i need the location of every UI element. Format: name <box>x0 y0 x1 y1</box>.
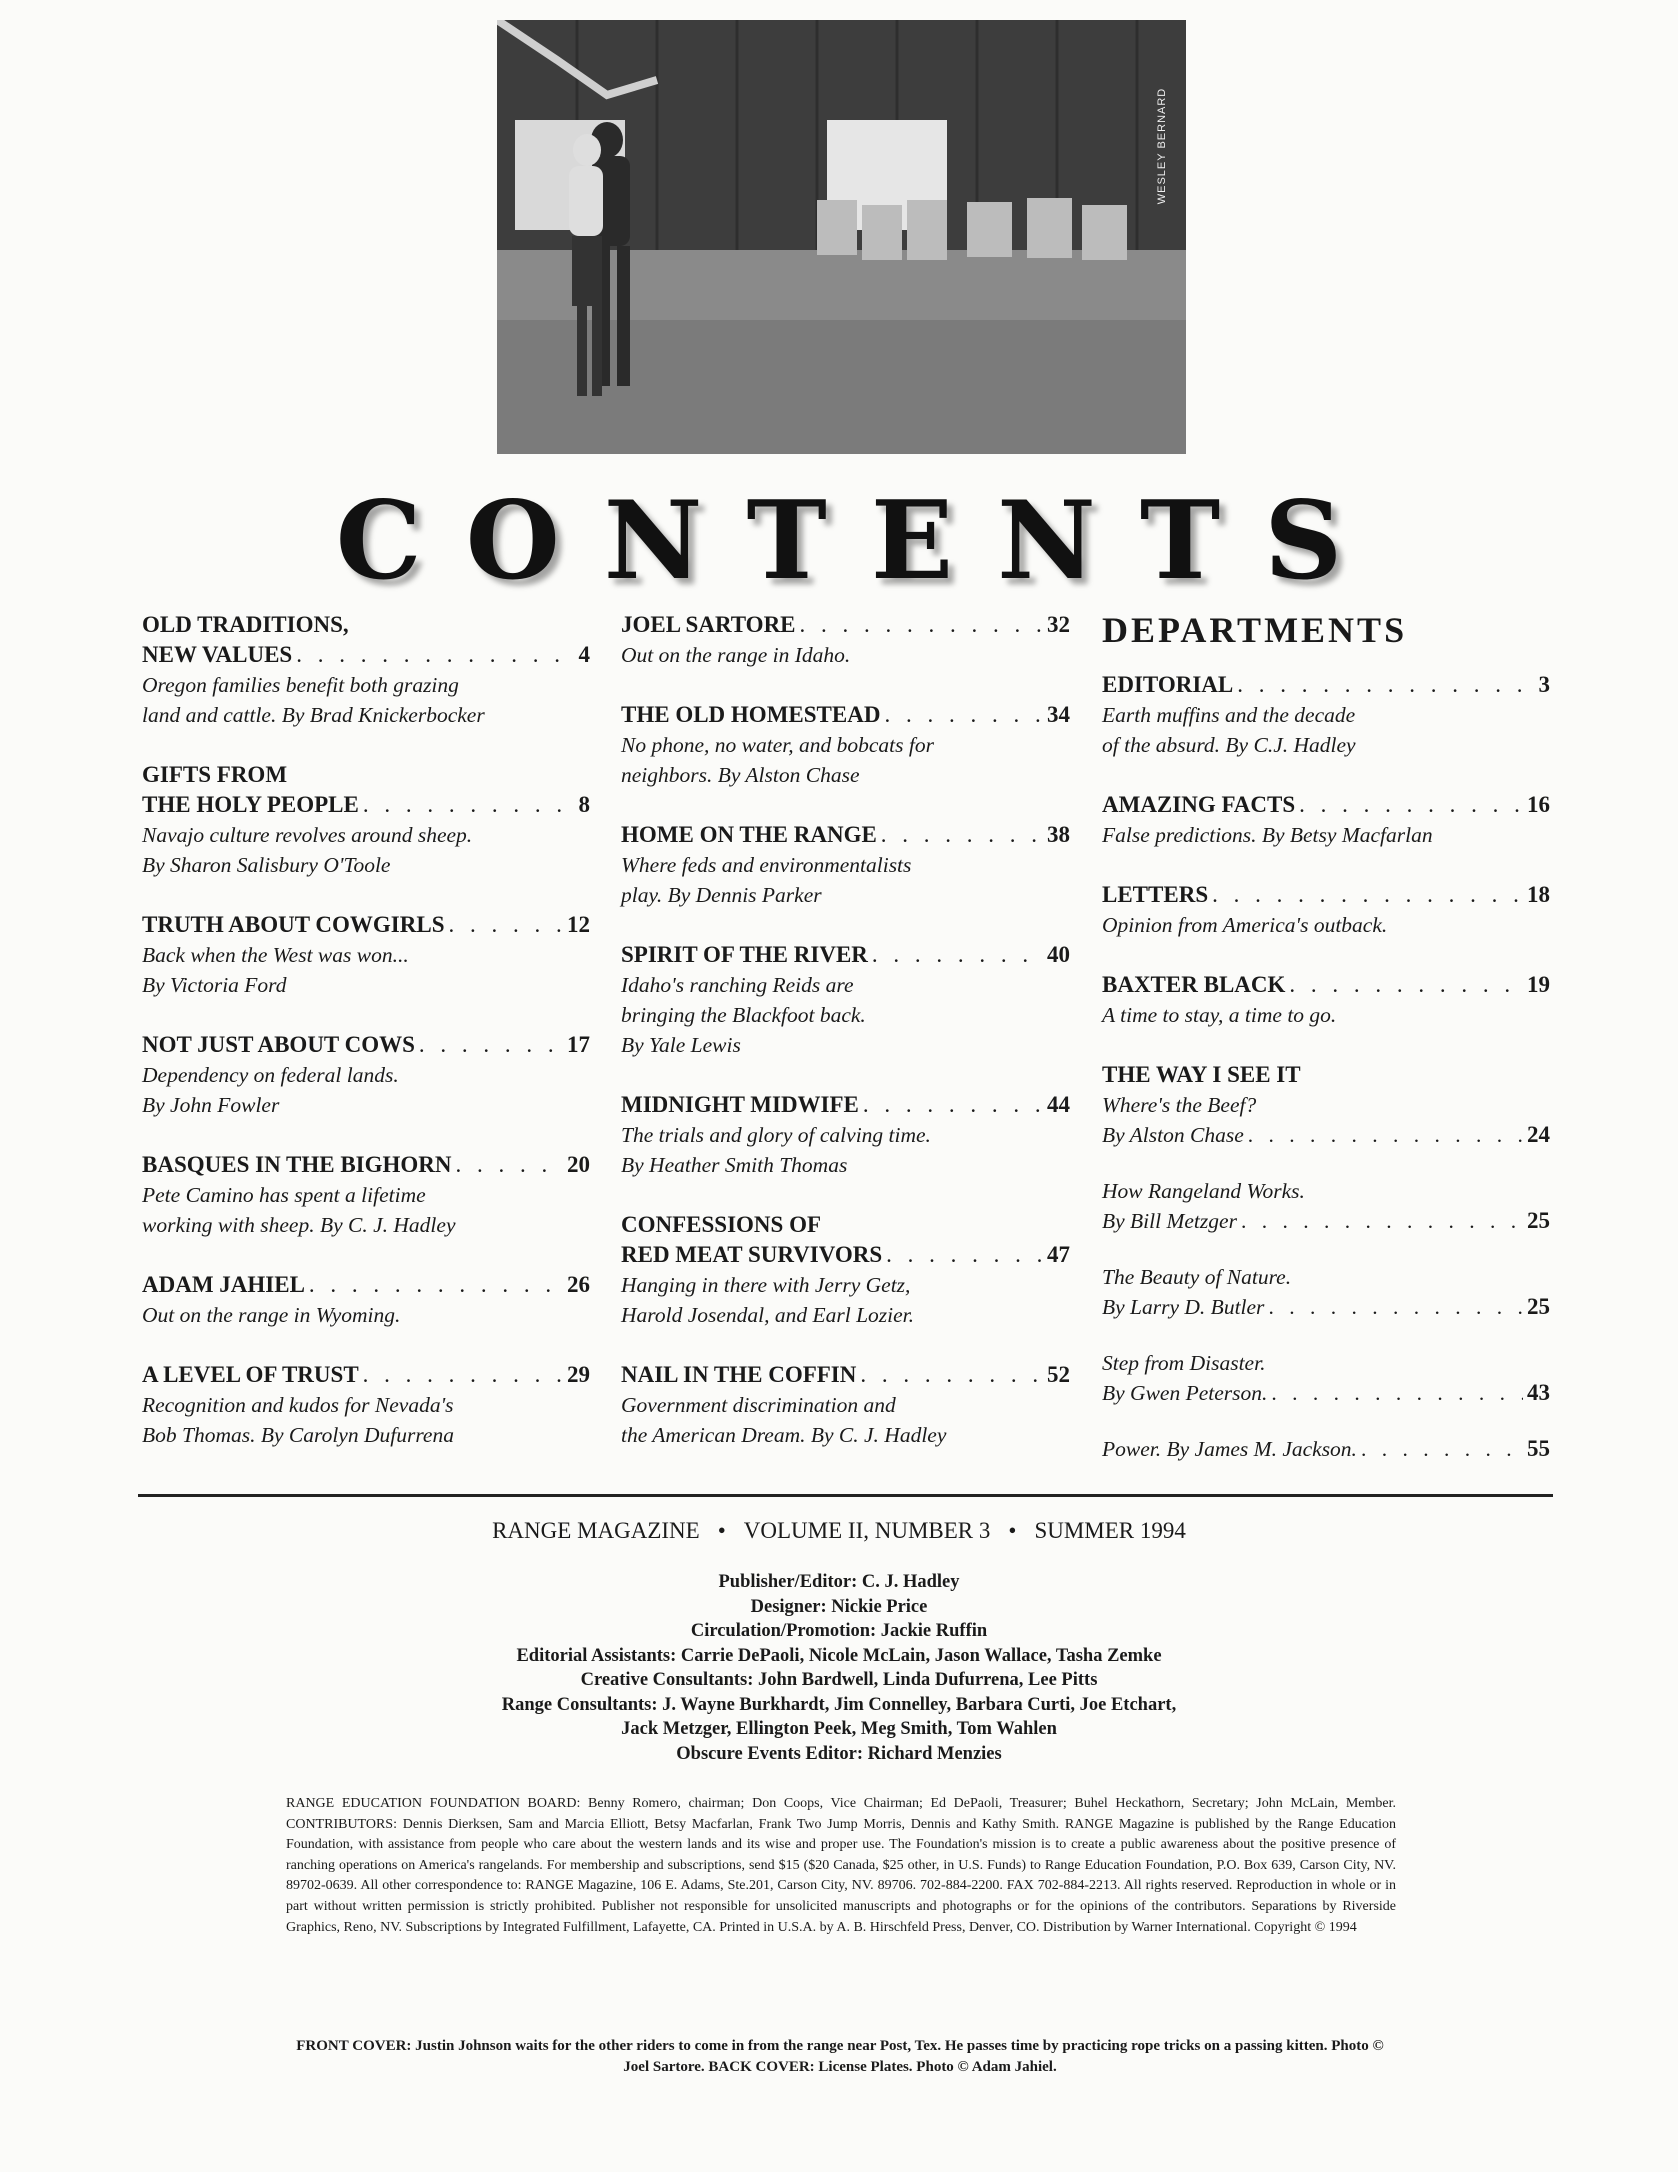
page-number: 29 <box>567 1362 590 1387</box>
entry-heading: RED MEAT SURVIVORS <box>621 1242 883 1267</box>
dance-hall-photo <box>497 20 1186 454</box>
leader-dots <box>1268 1292 1523 1322</box>
entry-description: Opinion from America's outback. <box>1102 913 1388 937</box>
entry-description: neighbors. By Alston Chase <box>621 763 860 787</box>
page-number: 47 <box>1047 1242 1070 1267</box>
entry-description: play. By Dennis Parker <box>621 883 822 907</box>
issue-date: SUMMER 1994 <box>1034 1518 1186 1543</box>
staff-listing <box>0 1570 1678 1766</box>
page-title: CONTENTS <box>335 478 1387 604</box>
staff-line: Obscure Events Editor: Richard Menzies <box>676 1743 1002 1764</box>
entry-heading: NEW VALUES <box>142 642 293 667</box>
toc-entry[interactable] <box>142 760 590 880</box>
entry-description: Where feds and environmentalists <box>621 853 912 877</box>
page-number: 40 <box>1047 942 1070 967</box>
leader-dots <box>1361 1434 1523 1464</box>
foundation-fine-print: RANGE EDUCATION FOUNDATION BOARD: Benny Romero, chairman; Don Coops, Vice Chairman; Ed DePaoli, Treasurer; Buhel Heckathorn, Secretary; John McLain, Member. CONTRIBUTORS: Dennis Dierksen, Sam and Marcia Elliott, Betsy Macfarlan, Frank Two Jump Morris, Dennis and Kathy Smith. RANGE Magazine is published by the Range Education Foundation, with assistance from people who care about the western lands and its wise and proper use. The Foundation's mission is to create a public awareness about the positive presence of ranching operations on America's rangelands. For membership and subscriptions, send $15 ($20 Canada, $25 other, in U.S. Funds) to Range Education Foundation, P.O. Box 639, Carson City, NV. 89702-0639. All other correspondence to: RANGE Magazine, 106 E. Adams, Ste.201, Carson City, NV. 89706. 702-884-2200. FAX 702-884-2213. All rights reserved. Reproduction in whole or in part without written permission is strictly prohibited. Publisher not responsible for unsolicited manuscripts and photographs or for the opinions of the contributors. Separations by Riverside Graphics, Reno, NV. Subscriptions by Integrated Fulfillment, Lafayette, CA. Printed in U.S.A. by A. B. Hirschfeld Press, Denver, CO. Distribution by Warner International. Copyright © 1994 <box>286 1796 1396 1935</box>
leader-dots <box>1271 1378 1523 1408</box>
column-entry[interactable] <box>1102 1090 1550 1150</box>
leader-dots <box>884 700 1043 730</box>
leader-dots <box>881 820 1043 850</box>
page-number: 32 <box>1047 612 1070 637</box>
staff-line: Publisher/Editor: C. J. Hadley <box>718 1572 960 1592</box>
entry-description: Recognition and kudos for Nevada's <box>142 1393 454 1417</box>
entry-heading: MIDNIGHT MIDWIFE <box>621 1092 859 1117</box>
staff-line: Creative Consultants: John Bardwell, Linda Dufurrena, Lee Pitts <box>580 1670 1098 1690</box>
entry-heading-line1: GIFTS FROM <box>142 762 288 787</box>
toc-entry[interactable] <box>142 1270 590 1330</box>
entry-description: Navajo culture revolves around sheep. <box>142 823 473 847</box>
entry-description: By Victoria Ford <box>142 973 287 997</box>
page-number: 43 <box>1527 1380 1550 1405</box>
page-number: 25 <box>1527 1208 1550 1233</box>
column-entry[interactable] <box>1102 1262 1550 1322</box>
page-number: 44 <box>1047 1092 1070 1117</box>
entry-description: The trials and glory of calving time. <box>621 1123 931 1147</box>
leader-dots <box>363 1360 563 1390</box>
leader-dots <box>1248 1120 1523 1150</box>
toc-entry[interactable] <box>142 1360 590 1450</box>
entry-description: By Yale Lewis <box>621 1033 741 1057</box>
column-title: How Rangeland Works. <box>1102 1179 1305 1203</box>
leader-dots <box>1289 970 1523 1000</box>
divider-rule <box>138 1494 1553 1497</box>
page-number: 8 <box>578 792 590 817</box>
toc-entry[interactable] <box>621 610 1070 670</box>
toc-entry[interactable] <box>621 1210 1070 1330</box>
entry-description: Government discrimination and <box>621 1393 896 1417</box>
column-entry[interactable] <box>1102 1176 1550 1236</box>
leader-dots <box>456 1150 563 1180</box>
column-byline: By Gwen Peterson. <box>1102 1381 1268 1405</box>
toc-entry[interactable] <box>142 910 590 1000</box>
page-number: 16 <box>1527 792 1550 817</box>
column-byline: By Larry D. Butler <box>1102 1295 1265 1319</box>
leader-dots <box>363 790 575 820</box>
column-title: Where's the Beef? <box>1102 1093 1257 1117</box>
leader-dots <box>800 610 1043 640</box>
leader-dots <box>860 1360 1043 1390</box>
column-byline: By Bill Metzger <box>1102 1209 1237 1233</box>
entry-description: A time to stay, a time to go. <box>1102 1003 1337 1027</box>
entry-heading: THE HOLY PEOPLE <box>142 792 359 817</box>
entry-heading-line1: CONFESSIONS OF <box>621 1212 822 1237</box>
entry-heading: BASQUES IN THE BIGHORN <box>142 1152 452 1177</box>
page-number: 12 <box>567 912 590 937</box>
entry-description: land and cattle. By Brad Knickerbocker <box>142 703 485 727</box>
entry-heading: EDITORIAL <box>1102 672 1234 697</box>
toc-entry[interactable] <box>142 1030 590 1120</box>
masthead-line <box>0 1518 1678 1544</box>
entry-heading: ADAM JAHIEL <box>142 1272 305 1297</box>
photo-credit: WESLEY BERNARD <box>1156 87 1168 205</box>
column-byline: By Alston Chase <box>1102 1123 1244 1147</box>
entry-heading: BAXTER BLACK <box>1102 972 1286 997</box>
staff-line: Designer: Nickie Price <box>750 1596 928 1617</box>
leader-dots <box>863 1090 1043 1120</box>
entry-heading: NAIL IN THE COFFIN <box>621 1362 857 1387</box>
toc-entry[interactable] <box>1102 790 1550 850</box>
staff-line: Jack Metzger, Ellington Peek, Meg Smith, Tom Wahlen <box>621 1719 1057 1739</box>
entry-description: Bob Thomas. By Carolyn Dufurrena <box>142 1423 454 1447</box>
entry-heading: AMAZING FACTS <box>1102 792 1296 817</box>
page-number: 4 <box>578 642 590 667</box>
entry-heading: THE OLD HOMESTEAD <box>621 702 881 727</box>
leader-dots <box>872 940 1043 970</box>
entry-heading: A LEVEL OF TRUST <box>142 1362 359 1387</box>
leader-dots <box>448 910 563 940</box>
entry-description: Out on the range in Idaho. <box>621 643 851 667</box>
toc-entry[interactable] <box>621 940 1070 1060</box>
leader-dots <box>1241 1206 1523 1236</box>
column-title: Step from Disaster. <box>1102 1351 1266 1375</box>
cover-credits: FRONT COVER: Justin Johnson waits for the other riders to come in from the range near Post, Tex. He passes time by practicing rope tricks on a passing kitten. Photo © Joel Sartore. BACK COVER: License Plates. Photo © Adam Jahiel. <box>296 2038 1384 2075</box>
toc-entry[interactable] <box>621 1090 1070 1180</box>
page-number: 3 <box>1538 672 1550 697</box>
entry-description: Idaho's ranching Reids are <box>621 973 854 997</box>
entry-description: Dependency on federal lands. <box>142 1063 399 1087</box>
column-byline: Power. By James M. Jackson. <box>1102 1437 1357 1461</box>
way-i-see-it-heading: THE WAY I SEE IT <box>1102 1062 1301 1087</box>
features-column-2 <box>621 610 1070 1480</box>
page-number: 24 <box>1527 1122 1550 1147</box>
leader-dots <box>419 1030 563 1060</box>
volume-number: VOLUME II, NUMBER 3 <box>743 1518 991 1543</box>
page-number: 26 <box>567 1272 590 1297</box>
toc-entry[interactable] <box>621 700 1070 790</box>
page-number: 17 <box>567 1032 590 1057</box>
leader-dots <box>1212 880 1523 910</box>
entry-description: Back when the West was won... <box>142 943 409 967</box>
toc-entry[interactable] <box>621 820 1070 910</box>
entry-description: of the absurd. By C.J. Hadley <box>1102 733 1356 757</box>
bullet: • <box>717 1518 726 1543</box>
entry-description: Earth muffins and the decade <box>1102 703 1356 727</box>
leader-dots <box>1237 670 1534 700</box>
entry-heading: NOT JUST ABOUT COWS <box>142 1032 415 1057</box>
page-number: 18 <box>1527 882 1550 907</box>
departments-heading: DEPARTMENTS <box>1102 610 1408 650</box>
features-column-1 <box>142 610 590 1480</box>
leader-dots <box>886 1240 1043 1270</box>
magazine-name: RANGE MAGAZINE <box>492 1518 700 1543</box>
page-number: 52 <box>1047 1362 1070 1387</box>
page-number: 19 <box>1527 972 1550 997</box>
entry-description: Out on the range in Wyoming. <box>142 1303 401 1327</box>
toc-entry[interactable] <box>142 610 590 730</box>
staff-line: Range Consultants: J. Wayne Burkhardt, Jim Connelley, Barbara Curti, Joe Etchart, <box>501 1694 1177 1715</box>
page-number: 38 <box>1047 822 1070 847</box>
toc-entry[interactable] <box>1102 880 1550 940</box>
entry-heading: JOEL SARTORE <box>621 612 796 637</box>
toc-entry[interactable] <box>1102 670 1550 760</box>
entry-description: By John Fowler <box>142 1093 280 1117</box>
entry-description: the American Dream. By C. J. Hadley <box>621 1423 947 1447</box>
entry-heading: HOME ON THE RANGE <box>621 822 877 847</box>
entry-description: No phone, no water, and bobcats for <box>621 733 934 757</box>
toc-entry[interactable] <box>1102 970 1550 1030</box>
entry-heading-line1: OLD TRADITIONS, <box>142 612 349 637</box>
departments-column <box>1102 610 1550 1464</box>
entry-description: By Sharon Salisbury O'Toole <box>142 853 391 877</box>
entry-description: Hanging in there with Jerry Getz, <box>621 1273 911 1297</box>
leader-dots <box>1299 790 1523 820</box>
entry-description: By Heather Smith Thomas <box>621 1153 848 1177</box>
bullet: • <box>1008 1518 1017 1543</box>
entry-description: Harold Josendal, and Earl Lozier. <box>621 1303 915 1327</box>
entry-description: working with sheep. By C. J. Hadley <box>142 1213 456 1237</box>
entry-description: Oregon families benefit both grazing <box>142 673 459 697</box>
toc-entry[interactable] <box>621 1360 1070 1450</box>
staff-line: Editorial Assistants: Carrie DePaoli, Nicole McLain, Jason Wallace, Tasha Zemke <box>516 1645 1162 1666</box>
entry-description: bringing the Blackfoot back. <box>621 1003 866 1027</box>
staff-line: Circulation/Promotion: Jackie Ruffin <box>690 1621 988 1641</box>
entry-description: False predictions. By Betsy Macfarlan <box>1102 823 1433 847</box>
column-entry[interactable] <box>1102 1348 1550 1408</box>
leader-dots <box>309 1270 563 1300</box>
entry-heading: TRUTH ABOUT COWGIRLS <box>142 912 445 937</box>
page-number: 20 <box>567 1152 590 1177</box>
page-number: 25 <box>1527 1294 1550 1319</box>
toc-entry[interactable] <box>142 1150 590 1240</box>
page-number: 55 <box>1527 1436 1550 1461</box>
column-title: The Beauty of Nature. <box>1102 1265 1292 1289</box>
page-number: 34 <box>1047 702 1070 727</box>
entry-heading: SPIRIT OF THE RIVER <box>621 942 868 967</box>
leader-dots <box>296 640 574 670</box>
way-i-see-it-section <box>1102 1060 1550 1464</box>
entry-description: Pete Camino has spent a lifetime <box>142 1183 426 1207</box>
photo-illustration <box>497 20 1186 454</box>
column-entry[interactable] <box>1102 1434 1550 1464</box>
entry-heading: LETTERS <box>1102 882 1209 907</box>
